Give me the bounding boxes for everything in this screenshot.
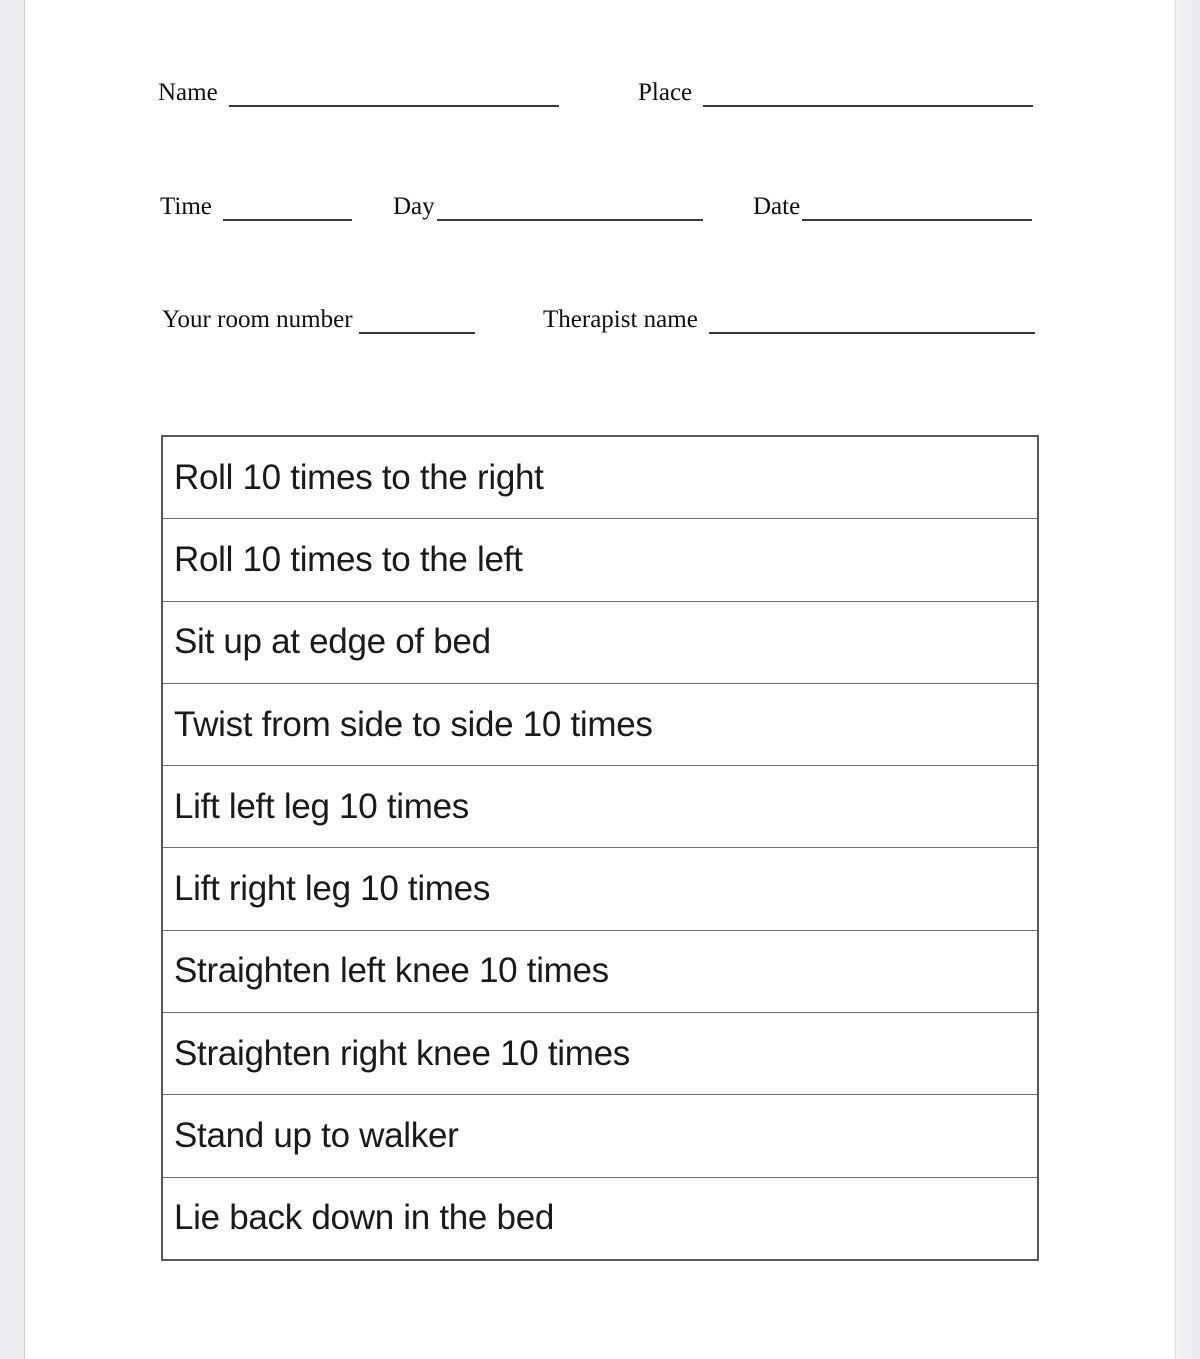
exercise-row [163,847,1037,929]
date-label: Date [753,193,801,220]
exercise-table [161,435,1039,1261]
exercise-row [163,930,1037,1012]
place-label: Place [638,79,693,106]
exercise-row [163,683,1037,765]
place-blank-line [703,105,1033,107]
exercise-row [163,1094,1037,1176]
exercise-row [163,437,1037,518]
worksheet [25,0,1175,1359]
viewer-right-margin [1175,0,1200,1359]
time-blank-line [223,219,352,221]
exercise-text: Lie back down in the bed [174,1198,555,1238]
exercise-text: Straighten left knee 10 times [174,951,609,991]
date-field [753,194,1032,219]
therapist-name-blank-line [709,332,1035,334]
name-label: Name [158,79,218,106]
day-blank-line [437,219,703,221]
date-blank-line [802,219,1032,221]
name-blank-line [229,105,559,107]
time-field [160,194,352,219]
time-label: Time [160,193,212,220]
exercise-row [163,1177,1037,1259]
room-number-blank-line [359,332,475,334]
exercise-text: Roll 10 times to the left [174,539,523,579]
exercise-row [163,601,1037,683]
exercise-text: Lift right leg 10 times [174,869,491,909]
exercise-text: Stand up to walker [174,1116,459,1156]
room-number-field [162,307,475,332]
exercise-row [163,518,1037,600]
therapist-name-label: Therapist name [543,306,698,333]
viewer-left-margin [0,0,25,1359]
exercise-row [163,765,1037,847]
day-field [393,194,703,219]
place-field [638,80,1033,105]
therapist-name-field [543,307,1035,332]
exercise-text: Lift left leg 10 times [174,786,469,826]
exercise-text: Twist from side to side 10 times [174,704,653,744]
name-field [158,80,559,105]
room-number-label: Your room number [162,306,353,333]
exercise-row [163,1012,1037,1094]
exercise-text: Sit up at edge of bed [174,622,491,662]
exercise-text: Roll 10 times to the right [174,457,544,497]
exercise-text: Straighten right knee 10 times [174,1033,630,1073]
day-label: Day [393,193,435,220]
